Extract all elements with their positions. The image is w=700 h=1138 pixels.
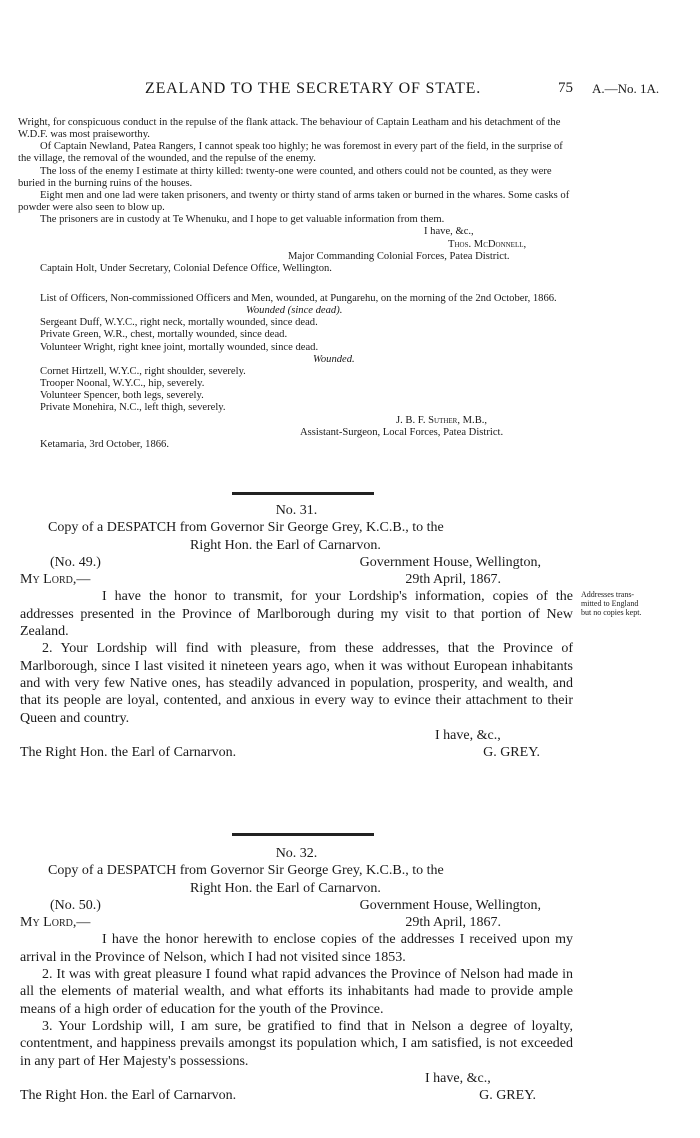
despatch-number: No. 31. <box>275 503 318 518</box>
despatch-title-recipient: Right Hon. the Earl of Carnarvon. <box>190 880 381 896</box>
despatch-salutation-row <box>20 914 573 931</box>
despatch-salutation-row <box>20 571 573 588</box>
surgeon-signature: J. B. F. Suther, M.B., <box>396 414 488 426</box>
despatch-addressee: The Right Hon. the Earl of Carnarvon. <box>20 745 237 761</box>
despatch-paragraph: 2. Your Lordship will find with pleasure, from these addresses, that the Province of Marlborough, since I last visited it nineteen years ago, when it was without European inhabitants and with very few Native ones, has steadily advanced in population, prosperity, and wealth, and that its people are loyal, contented, and anxious in every way to evince their attachment to their Queen and country. <box>20 641 573 726</box>
casualty-entry: Volunteer Spencer, both legs, severely. <box>40 390 204 402</box>
despatch-closing: I have, &c., <box>425 1070 491 1086</box>
despatch-location: Government House, Wellington, <box>359 897 541 913</box>
report-paragraph: Eight men and one lad were taken prisoners, and twenty or thirty stand of arms taken or burned in the whares. Some casks of powder were also seen to blow up. <box>18 189 570 214</box>
report-closing: I have, &c., <box>424 226 474 238</box>
surgeon-title: Assistant-Surgeon, Local Forces, Patea District. <box>300 426 504 438</box>
report-addressee: Captain Holt, Under Secretary, Colonial Defence Office, Wellington. <box>40 262 332 274</box>
despatch-date: 29th April, 1867. <box>405 572 501 588</box>
despatch-title-recipient: Right Hon. the Earl of Carnarvon. <box>190 537 381 553</box>
report-signature: Thos. McDonnell, <box>448 238 527 250</box>
despatch-ref: (No. 50.) <box>50 897 101 913</box>
place-date: Ketamaria, 3rd October, 1866. <box>40 438 170 450</box>
despatch-signoff-row <box>20 1087 573 1104</box>
dead-heading: Wounded (since dead). <box>246 305 343 317</box>
report-paragraph: Wright, for conspicuous conduct in the repulse of the flank attack. The behaviour of Captain Leatham and his detachment of the W.D.F. was most praiseworthy. <box>18 117 561 141</box>
wounded-heading: Wounded. <box>313 353 355 365</box>
despatch-paragraph: 2. It was with great pleasure I found what rapid advances the Province of Nelson had made in all the elements of material wealth, and what efforts its inhabitants had made to provide ample means of a high order of education for the youth of the Province. <box>20 967 573 1017</box>
casualty-entry: Cornet Hirtzell, W.Y.C., right shoulder, severely. <box>40 365 246 377</box>
despatch-paragraph: I have the honor herewith to enclose copies of the addresses I received upon my arrival in the Province of Nelson, which I had not visited since 1853. <box>20 932 573 965</box>
header-title: ZEALAND TO THE SECRETARY OF STATE. <box>145 80 482 97</box>
despatch-ref-row <box>20 554 573 571</box>
despatch-addressee: The Right Hon. the Earl of Carnarvon. <box>20 1088 237 1104</box>
despatch-paragraph: 3. Your Lordship will, I am sure, be gratified to find that in Nelson a degree of loyalty, contentment, and happiness prevails amongst its population which, I am satisfied, is not exceeded in any part of Her Majesty's possessions. <box>20 1018 573 1069</box>
despatch-location: Government House, Wellington, <box>359 554 541 570</box>
report-paragraph: The loss of the enemy I estimate at thirty killed: twenty-one were counted, and others could not be counted, as they were buried in the burning ruins of the houses. <box>18 165 552 189</box>
despatch-paragraph: I have the honor to transmit, for your Lordship's information, copies of the addresses presented in the Province of Marlborough during my visit to that portion of New Zealand. <box>20 589 573 640</box>
casualty-entry: Volunteer Wright, right knee joint, mortally wounded, since dead. <box>40 341 319 353</box>
page-number: 75 <box>558 80 573 96</box>
despatch-title: Copy of a DESPATCH from Governor Sir George Grey, K.C.B., to the <box>48 520 444 536</box>
despatch-salutation: My Lord,— <box>20 915 91 931</box>
report-section <box>18 117 578 275</box>
casualty-entry: Private Green, W.R., chest, mortally wounded, since dead. <box>40 329 288 341</box>
despatch-31 <box>20 502 573 761</box>
casualty-entry: Sergeant Duff, W.Y.C., right neck, mortally wounded, since dead. <box>40 317 318 329</box>
report-signature-title: Major Commanding Colonial Forces, Patea District. <box>288 250 510 262</box>
margin-note-line: Addresses trans- <box>581 590 635 599</box>
despatch-ref: (No. 49.) <box>50 554 101 570</box>
margin-note-line: but no copies kept. <box>581 608 642 617</box>
casualty-entry: Private Monehira, N.C., left thigh, severely. <box>40 402 226 414</box>
running-header <box>0 80 700 104</box>
despatch-signoff-row <box>20 744 573 761</box>
report-paragraph: The prisoners are in custody at Te Whenuku, and I hope to get valuable information from them. <box>40 214 445 226</box>
despatch-number: No. 32. <box>275 846 318 861</box>
paper-reference: A.—No. 1A. <box>592 81 660 96</box>
margin-note <box>581 590 699 617</box>
section-rule <box>232 492 374 495</box>
despatch-salutation: My Lord,— <box>20 572 91 588</box>
despatch-32 <box>20 845 573 1104</box>
despatch-ref-row <box>20 897 573 914</box>
despatch-closing: I have, &c., <box>435 727 501 743</box>
despatch-signature: G. GREY. <box>479 1088 536 1104</box>
section-rule <box>232 833 374 836</box>
despatch-date: 29th April, 1867. <box>405 915 501 931</box>
report-paragraph: Of Captain Newland, Patea Rangers, I cannot speak too highly; he was foremost in every part of the field, in the surprise of the village, the removal of the wounded, and the repulse of the enemy. <box>18 141 563 165</box>
casualty-entry: Trooper Noonal, W.Y.C., hip, severely. <box>40 378 205 390</box>
despatch-signature: G. GREY. <box>483 745 540 761</box>
casualty-list <box>18 293 578 451</box>
casualty-intro: List of Officers, Non-commissioned Officers and Men, wounded, at Pungarehu, on the morning of the 2nd October, 1866. <box>40 293 557 304</box>
despatch-title: Copy of a DESPATCH from Governor Sir George Grey, K.C.B., to the <box>48 863 444 879</box>
margin-note-line: mitted to England <box>581 599 639 608</box>
